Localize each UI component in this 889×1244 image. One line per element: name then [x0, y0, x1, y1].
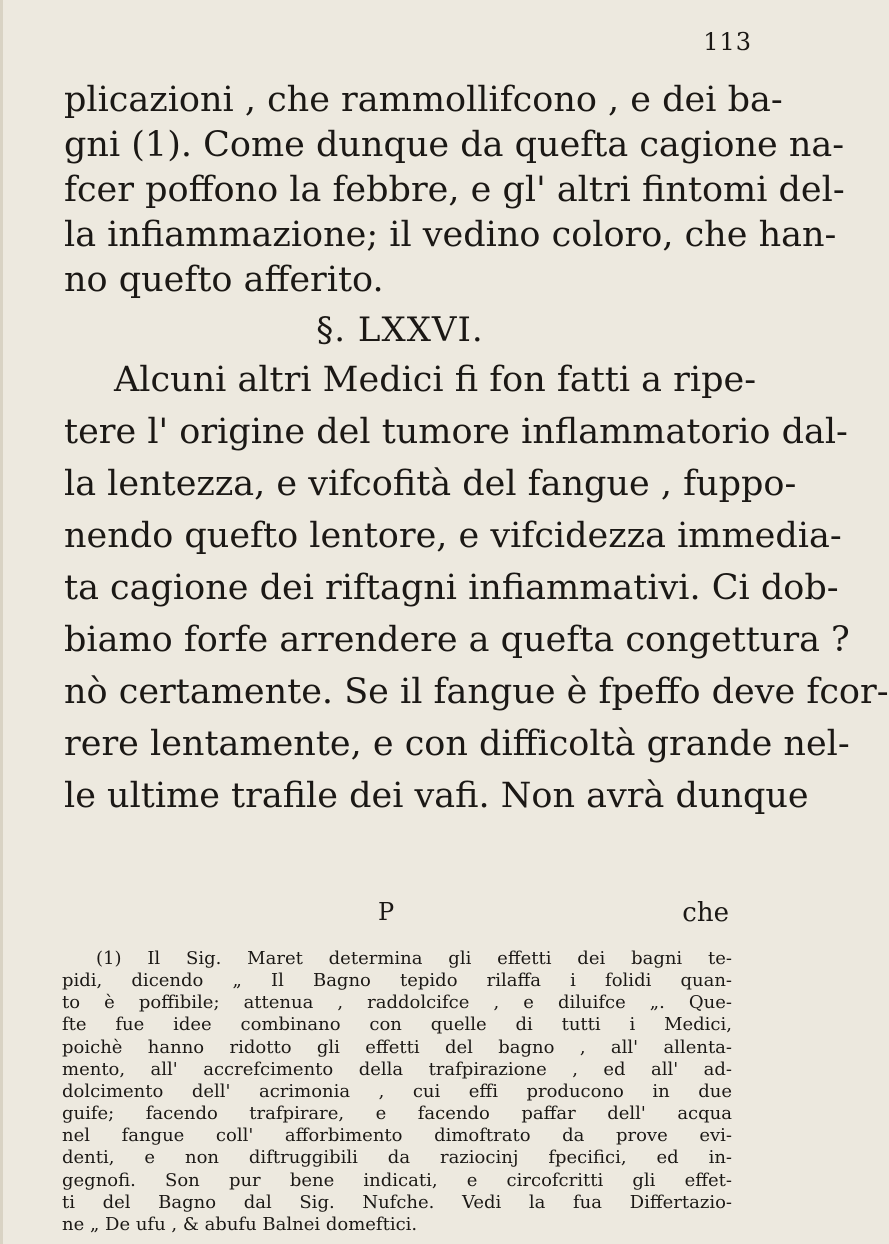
signature-mark: P — [378, 898, 395, 926]
footnote-line: to è poffibile; attenua , raddolcifce , e diluifce „. Que- — [62, 992, 732, 1014]
footnote-line: (1) Il Sig. Maret determina gli effetti dei bagni te- — [96, 948, 732, 969]
section-line: biamo forfe arrendere a quefta congettura ? — [64, 620, 850, 660]
footnote-line: dolcimento dell' acrimonia , cui effi producono in due — [62, 1080, 732, 1102]
section-line: Alcuni altri Medici fi fon fatti a ripe- — [114, 360, 757, 400]
footnote-line: ne „ De ufu , & abufu Balnei domeftici. — [62, 1213, 418, 1235]
body-line: fcer poffono la febbre, e gl' altri fintomi del- — [64, 170, 845, 210]
catchword: che — [682, 898, 729, 928]
footnote-line: mento, all' accrefcimento della trafpirazione , ed all' ad- — [62, 1058, 732, 1080]
section-line: la lentezza, e vifcofità del fangue , fuppo- — [64, 464, 797, 504]
body-line: gni (1). Come dunque da quefta cagione na- — [64, 125, 845, 165]
section-line: ta cagione dei riftagni infiammativi. Ci dob- — [64, 568, 839, 608]
section-heading: §. LXXVI. — [316, 310, 484, 350]
footnote-line: pidi, dicendo „ Il Bagno tepido rilaffa i folidi quan- — [62, 970, 732, 992]
footnote-line: gegnofi. Son pur bene indicati, e circofcritti gli effet- — [62, 1169, 732, 1191]
section-line: tere l' origine del tumore inflammatorio dal- — [64, 412, 848, 452]
body-line: la infiammazione; il vedino coloro, che han- — [64, 215, 837, 255]
footnote-line: guife; facendo trafpirare, e facendo paffar dell' acqua — [62, 1103, 732, 1125]
footnote-line: denti, e non diftruggibili da raziocinj fpecifici, ed in- — [62, 1147, 732, 1169]
section-line: nendo quefto lentore, e vifcidezza immedia- — [64, 516, 842, 556]
body-line: plicazioni , che rammollifcono , e dei ba- — [64, 80, 783, 120]
footnote-line: ti del Bagno dal Sig. Nufche. Vedi la fua Differtazio- — [62, 1191, 732, 1213]
section-line: nò certamente. Se il fangue è fpeffo deve fcor- — [64, 672, 889, 712]
page-edge — [0, 0, 3, 1244]
footnote-line: poichè hanno ridotto gli effetti del bagno , all' allenta- — [62, 1036, 732, 1058]
page-number: 113 — [703, 28, 752, 56]
body-line: no quefto afferito. — [64, 260, 384, 300]
footnote-line: fte fue idee combinano con quelle di tutti i Medici, — [62, 1014, 732, 1036]
section-line: rere lentamente, e con difficoltà grande nel- — [64, 724, 850, 764]
section-line: le ultime trafile dei vafi. Non avrà dunque — [64, 776, 809, 816]
footnote-line: nel fangue coll' afforbimento dimoftrato da prove evi- — [62, 1125, 732, 1147]
